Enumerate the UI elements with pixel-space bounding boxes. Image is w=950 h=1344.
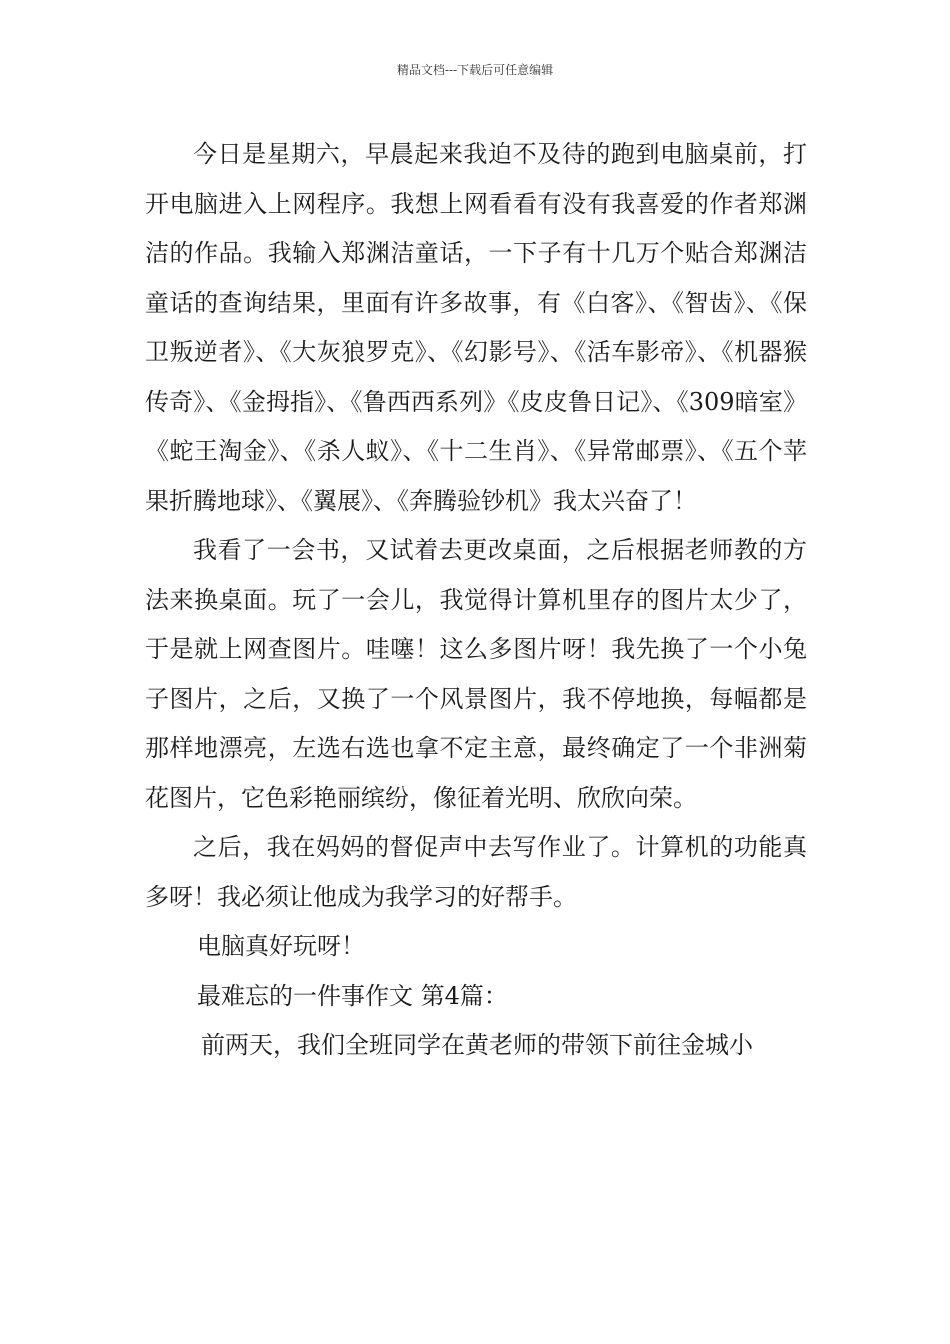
line-computer-fun: 电脑真好玩呀！	[197, 932, 365, 960]
article-body	[145, 130, 807, 1071]
essay-section-title: 最难忘的一件事作文 第4篇：	[197, 981, 508, 1010]
paragraph-homework: 之后，我在妈妈的督促声中去写作业了。计算机的功能真多呀！我必须让他成为我学习的好帮手。	[145, 833, 807, 911]
page-header: 精品文档---下载后可任意编辑	[396, 63, 554, 77]
paragraph-computer-stories: 今日是星期六，早晨起来我迫不及待的跑到电脑桌前，打开电脑进入上网程序。我想上网看看有没有我喜爱的作者郑渊洁的作品。我输入郑渊洁童话，一下子有十几万个贴合郑渊洁童话的查询结果，里面有许多故事，有《白客》、《智齿》、《保卫叛逆者》、《大灰狼罗克》、《幻影号》、《活车影帝》、《机器猴传奇》、《金拇指》、《鲁西西系列》《皮皮鲁日记》、《309暗室》《蛇王淘金》、《杀人蚁》、《十二生肖》、《异常邮票》、《五个苹果折腾地球》、《翼展》、《奔腾验钞机》我太兴奋了！	[145, 140, 807, 515]
paragraph-next-essay-start: 前两天，我们全班同学在黄老师的带领下前往金城小	[201, 1031, 753, 1059]
paragraph-desktop-wallpaper: 我看了一会书，又试着去更改桌面，之后根据老师教的方法来换桌面。玩了一会儿，我觉得计算机里存的图片太少了，于是就上网查图片。哇噻！这么多图片呀！我先换了一个小兔子图片，之后，又换了一个风景图片，我不停地换，每幅都是那样地漂亮，左选右选也拿不定主意，最终确定了一个非洲菊花图片，它色彩艳丽缤纷，像征着光明、欣欣向荣。	[145, 536, 807, 812]
